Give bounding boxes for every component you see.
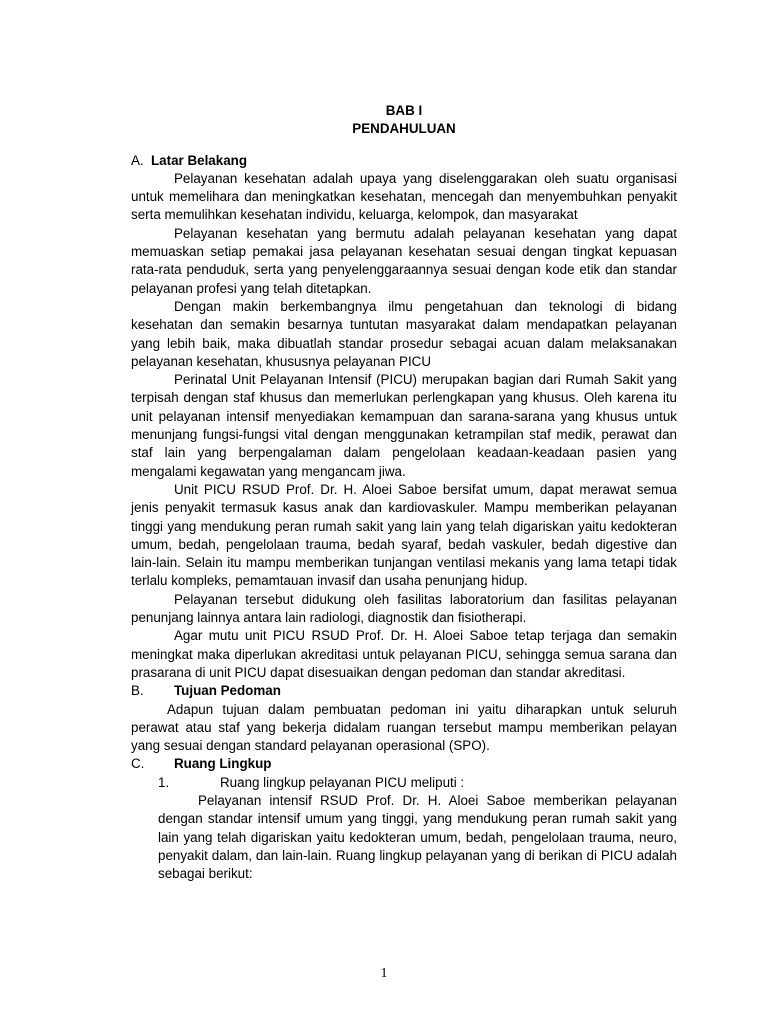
paragraph: Pelayanan tersebut didukung oleh fasilitas laboratorium dan fasilitas pelayanan penunjang lainnya antara lain radiologi, diagnostik dan fisiotherapi. bbox=[131, 591, 677, 626]
list-item-number: 1. bbox=[158, 774, 170, 790]
list-item-text: Ruang lingkup pelayanan PICU meliputi : bbox=[220, 774, 465, 790]
section-b-heading bbox=[131, 682, 677, 700]
section-b-title: Tujuan Pedoman bbox=[174, 683, 281, 699]
paragraph: Pelayanan kesehatan yang bermutu adalah pelayanan kesehatan yang dapat memuaskan setiap pemakai jasa pelayanan kesehatan sesuai dengan tingkat kepuasan rata-rata penduduk, serta yang penyelenggaraannya sesuai dengan kode etik dan standar pelayanan profesi yang telah ditetapkan. bbox=[131, 225, 677, 296]
section-c-title: Ruang Lingkup bbox=[174, 756, 272, 772]
section-b-letter: B. bbox=[131, 683, 144, 699]
section-a-heading bbox=[131, 152, 677, 170]
paragraph: Adapun tujuan dalam pembuatan pedoman ini yaitu diharapkan untuk seluruh perawat atau staf yang bekerja didalam ruangan tersebut mampu memberikan pelayan yang sesuai dengan standard pelayanan operasional (SPO). bbox=[131, 701, 677, 754]
list-item-body: Pelayanan intensif RSUD Prof. Dr. H. Aloei Saboe memberikan pelayanan dengan standar intensif umum yang tinggi, yang mendukung peran rumah sakit yang lain yang telah digariskan yaitu kedokteran umum, bedah, pengelolaan trauma, neuro, penyakit dalam, dan lain-lain. Ruang lingkup pelayanan yang di berikan di PICU adalah sebagai berikut: bbox=[158, 792, 677, 882]
section-a-title: Latar Belakang bbox=[151, 152, 248, 168]
chapter-title: PENDAHULUAN bbox=[352, 121, 456, 137]
section-c-heading bbox=[131, 755, 677, 773]
paragraph: Dengan makin berkembangnya ilmu pengetahuan dan teknologi di bidang kesehatan dan semakin besarnya tuntutan masyarakat dalam mendapatkan pelayanan yang lebih baik, maka dibuatlah standar prosedur sebagai acuan dalam melaksanakan pelayanan kesehatan, khususnya pelayanan PICU bbox=[131, 298, 677, 369]
page-number: 1 bbox=[380, 966, 388, 981]
document-content bbox=[131, 102, 677, 883]
paragraph: Agar mutu unit PICU RSUD Prof. Dr. H. Aloei Saboe tetap terjaga dan semakin meningkat maka diperlukan akreditasi untuk pelayanan PICU, sehingga semua sarana dan prasarana di unit PICU dapat disesuaikan dengan pedoman dan standar akreditasi. bbox=[131, 628, 677, 680]
section-c-letter: C. bbox=[131, 756, 145, 772]
paragraph: Pelayanan kesehatan adalah upaya yang diselenggarakan oleh suatu organisasi untuk memelihara dan meningkatkan kesehatan, mencegah dan menyembuhkan penyakit serta memulihkan kesehatan individu, keluarga, kelompok, dan masyarakat bbox=[131, 170, 677, 223]
chapter-number: BAB I bbox=[385, 103, 423, 118]
list-item bbox=[131, 774, 677, 792]
paragraph: Unit PICU RSUD Prof. Dr. H. Aloei Saboe bersifat umum, dapat merawat semua jenis penyakit termasuk kasus anak dan kardiovaskuler. Mampu memberikan pelayanan tinggi yang mendukung peran rumah sakit yang lain yang telah digariskan yaitu kedokteran umum, bedah, pengelolaan trauma, bedah syaraf, bedah vaskuler, bedah digestive dan lain-lain. Selain itu mampu memberikan tunjangan ventilasi mekanis yang lama tetapi tidak terlalu kompleks, pemamtauan invasif dan usaha penunjang hidup. bbox=[131, 481, 677, 589]
paragraph: Perinatal Unit Pelayanan Intensif (PICU) merupakan bagian dari Rumah Sakit yang terpisah dengan staf khusus dan memerlukan perlengkapan yang khusus. Oleh karena itu unit pelayanan intensif menyediakan kemampuan dan sarana-sarana yang khusus untuk menunjang fungsi-fungsi vital dengan menggunakan ketrampilan staf medik, perawat dan staf lain yang berpengalaman dalam pengelolaan keadaan-keadaan pasien yang mengalami kegawatan yang mengancam jiwa. bbox=[131, 372, 677, 479]
section-a-letter: A. bbox=[131, 152, 144, 168]
